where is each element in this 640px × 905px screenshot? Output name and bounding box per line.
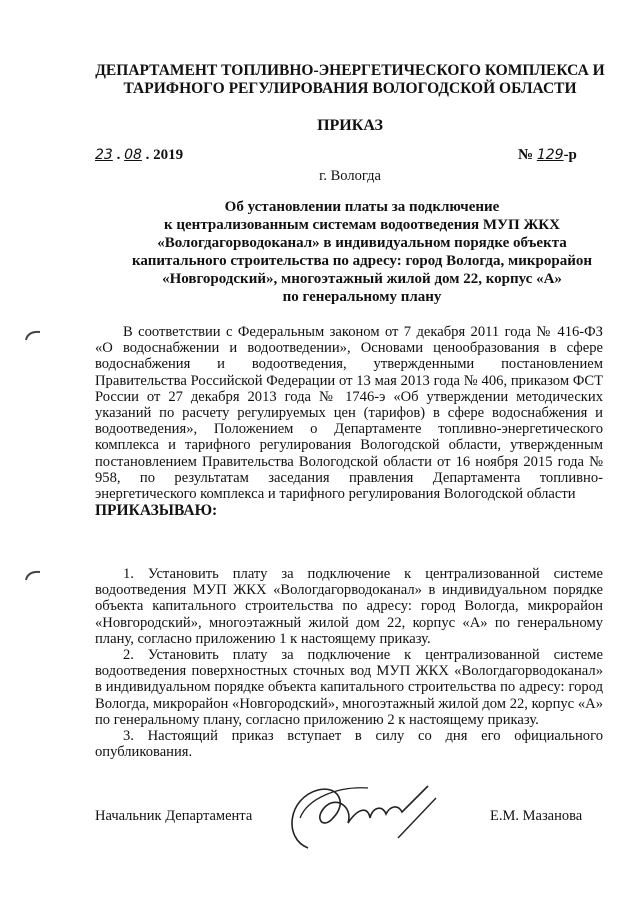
punch-hole-mark bbox=[24, 568, 42, 582]
order-item: 2. Установить плату за подключение к централизованной системе водоотведения поверхностных сточных вод МУП ЖКХ «Вологдагорводоканал» в индивидуальном порядке объекта капитального строительства по адресу: город Вологда, микрорайон «Новгородский», многоэтажный жилой дом 22, корпус «А» по генеральному плану, согласно приложению 2 к настоящему приказу. bbox=[95, 647, 603, 728]
order-item: 3. Настоящий приказ вступает в силу со дня его официального опубликования. bbox=[95, 728, 603, 761]
preamble-text: В соответствии с Федеральным законом от 7 декабря 2011 года № 416-ФЗ «О водоснабжении и водоотведении», Основами ценообразования в сфере водоснабжения и водоотведения, утвержденными постановлением Правительства Российской Федерации от 13 мая 2013 года № 406, приказом ФСТ России от 27 декабря 2013 года № 1746-э «Об утверждении методических указаний по расчету регулируемых цен (тарифов) в сфере водоснабжения и водоотведения», Положением о Департаменте топливно-энергетического комплекса и тарифного регулирования Вологодской области, утвержденным постановлением Правительства Вологодской области от 16 ноября 2015 года № 958, по результатам заседания правления Департамента топливно-энергетического комплекса и тарифного регулирования Вологодской области bbox=[95, 324, 603, 503]
date-year: . 2019 bbox=[145, 147, 184, 163]
order-date: 23 . 08 . 2019 bbox=[95, 147, 184, 163]
preamble bbox=[95, 324, 603, 520]
title-line: по генеральному плану bbox=[282, 289, 442, 305]
title-line: «Новгородский», многоэтажный жилой дом 22, корпус «А» bbox=[162, 271, 562, 287]
title-line: капитального строительства по адресу: город Вологда, микрорайон bbox=[131, 253, 592, 269]
city: г. Вологда bbox=[319, 168, 381, 184]
number-suffix: -р bbox=[563, 147, 577, 163]
handwritten-signature bbox=[278, 778, 448, 853]
header-line-1: ДЕПАРТАМЕНТ ТОПЛИВНО-ЭНЕРГЕТИЧЕСКОГО КОМПЛЕКСА И bbox=[95, 62, 605, 79]
order-item: 1. Установить плату за подключение к централизованной системе водоотведения МУП ЖКХ «Вологдагорводоканал» в индивидуальном порядке объекта капитального строительства по адресу: город Вологда, микрорайон «Новгородский», многоэтажный жилой дом 22, корпус «А» по генеральному плану, согласно приложению 1 к настоящему приказу. bbox=[95, 566, 603, 647]
date-day: 23 bbox=[95, 147, 113, 163]
number-prefix: № bbox=[518, 147, 534, 163]
date-month: 08 bbox=[124, 147, 142, 163]
header-line-2: ТАРИФНОГО РЕГУЛИРОВАНИЯ ВОЛОГОДСКОЙ ОБЛАСТИ bbox=[123, 80, 577, 97]
signature-position: Начальник Департамента bbox=[95, 808, 253, 824]
title-line: Об установлении платы за подключение bbox=[224, 199, 500, 215]
order-word: ПРИКАЗЫВАЮ: bbox=[95, 502, 218, 520]
order-items bbox=[95, 566, 603, 760]
order-title bbox=[92, 198, 632, 306]
signature-name: Е.М. Мазанова bbox=[490, 808, 583, 824]
number-value: 129 bbox=[536, 147, 564, 163]
doc-type: ПРИКАЗ bbox=[317, 117, 383, 134]
order-number bbox=[518, 147, 577, 164]
title-line: к централизованным системам водоотведения МУП ЖКХ bbox=[163, 217, 561, 233]
punch-hole-mark bbox=[24, 328, 42, 342]
title-line: «Вологдагорводоканал» в индивидуальном порядке объекта bbox=[157, 235, 567, 251]
department-header bbox=[60, 62, 640, 98]
